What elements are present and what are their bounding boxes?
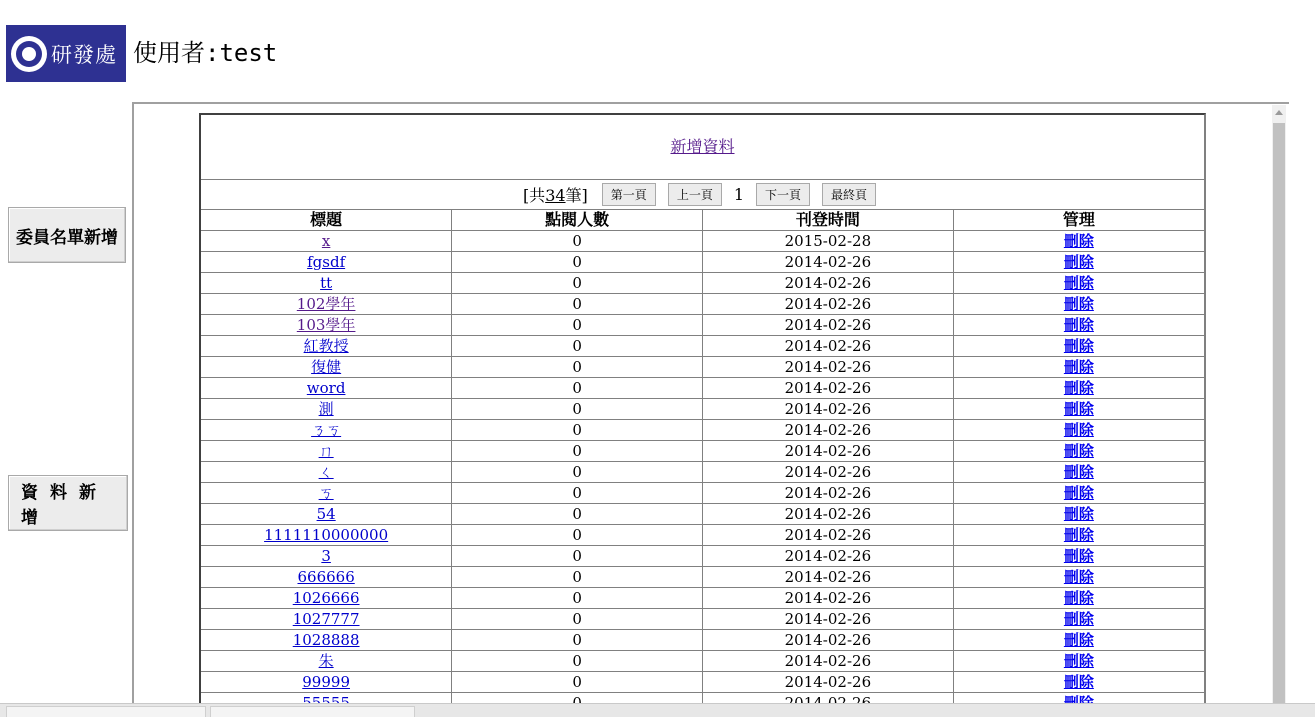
delete-link[interactable]: 刪除	[1063, 631, 1094, 649]
cell-date: 2014-02-26	[703, 462, 954, 483]
cell-manage	[953, 525, 1204, 546]
cell-title	[201, 630, 452, 651]
cell-views: 0	[452, 231, 703, 252]
title-link[interactable]: word	[306, 379, 346, 397]
cell-title	[201, 420, 452, 441]
cell-manage	[953, 504, 1204, 525]
first-page-button[interactable]: 第一頁	[602, 183, 656, 206]
cell-views: 0	[452, 651, 703, 672]
title-link[interactable]: 3	[321, 547, 331, 565]
cell-date: 2014-02-26	[703, 441, 954, 462]
cell-views: 0	[452, 462, 703, 483]
last-page-button[interactable]: 最終頁	[822, 183, 876, 206]
cell-date: 2014-02-26	[703, 588, 954, 609]
title-link[interactable]: ㄑ	[318, 463, 334, 481]
cell-views: 0	[452, 441, 703, 462]
cell-date: 2014-02-26	[703, 294, 954, 315]
content-frame	[132, 102, 1289, 716]
add-data-link[interactable]: 新增資料	[670, 137, 735, 156]
title-link[interactable]: 666666	[297, 568, 355, 586]
table-row	[201, 483, 1204, 504]
cell-title	[201, 462, 452, 483]
cell-views: 0	[452, 378, 703, 399]
cell-date: 2014-02-26	[703, 336, 954, 357]
cell-date: 2014-02-26	[703, 651, 954, 672]
delete-link[interactable]: 刪除	[1063, 505, 1094, 523]
table-row	[201, 588, 1204, 609]
cell-title	[201, 231, 452, 252]
table-row	[201, 273, 1204, 294]
delete-link[interactable]: 刪除	[1063, 610, 1094, 628]
column-header-views: 點閱人數	[452, 210, 703, 231]
scroll-thumb[interactable]	[1273, 123, 1285, 716]
cell-date: 2015-02-28	[703, 231, 954, 252]
table-header-row	[201, 210, 1204, 231]
content-box	[199, 113, 1206, 716]
logo	[6, 25, 126, 82]
delete-link[interactable]: 刪除	[1063, 484, 1094, 502]
cell-views: 0	[452, 273, 703, 294]
table-row	[201, 651, 1204, 672]
record-count	[523, 183, 588, 206]
delete-link[interactable]: 刪除	[1063, 442, 1094, 460]
cell-title	[201, 525, 452, 546]
cell-views: 0	[452, 525, 703, 546]
cell-title	[201, 294, 452, 315]
record-count-number: 34	[545, 186, 566, 205]
cell-views: 0	[452, 672, 703, 693]
cell-manage	[953, 546, 1204, 567]
title-link[interactable]: ㄎ	[318, 484, 334, 502]
cell-views: 0	[452, 630, 703, 651]
cell-views: 0	[452, 315, 703, 336]
delete-link[interactable]: 刪除	[1063, 526, 1094, 544]
bottom-bar	[0, 703, 1315, 717]
cell-date: 2014-02-26	[703, 546, 954, 567]
table-row	[201, 567, 1204, 588]
cell-views: 0	[452, 399, 703, 420]
cell-date: 2014-02-26	[703, 399, 954, 420]
title-link[interactable]: fgsdf	[307, 253, 346, 271]
title-link[interactable]: 紅教授	[303, 337, 349, 355]
cell-views: 0	[452, 546, 703, 567]
cell-views: 0	[452, 567, 703, 588]
cell-views: 0	[452, 357, 703, 378]
table-row	[201, 294, 1204, 315]
bottom-tab[interactable]	[210, 706, 415, 717]
cell-manage	[953, 252, 1204, 273]
cell-manage	[953, 273, 1204, 294]
column-header-manage: 管理	[953, 210, 1204, 231]
cell-date: 2014-02-26	[703, 630, 954, 651]
delete-link[interactable]: 刪除	[1063, 358, 1094, 376]
record-count-prefix: [共	[522, 186, 546, 205]
data-table	[201, 210, 1204, 714]
cell-date: 2014-02-26	[703, 609, 954, 630]
cell-title	[201, 672, 452, 693]
cell-views: 0	[452, 588, 703, 609]
current-page: 1	[733, 185, 745, 204]
cell-title	[201, 546, 452, 567]
emblem-icon	[11, 36, 47, 72]
table-row	[201, 462, 1204, 483]
title-link[interactable]: ㄋㄎ	[311, 421, 342, 439]
cell-title	[201, 651, 452, 672]
delete-link[interactable]: 刪除	[1063, 274, 1094, 292]
table-row	[201, 504, 1204, 525]
cell-views: 0	[452, 252, 703, 273]
cell-title	[201, 357, 452, 378]
scroll-up-arrow-icon[interactable]	[1275, 110, 1283, 115]
title-link[interactable]: x	[321, 232, 331, 250]
title-link[interactable]: 54	[316, 505, 336, 523]
delete-link[interactable]: 刪除	[1063, 421, 1094, 439]
cell-title	[201, 504, 452, 525]
title-link[interactable]: 復健	[311, 358, 342, 376]
next-page-button[interactable]: 下一頁	[756, 183, 810, 206]
table-row	[201, 357, 1204, 378]
delete-link[interactable]: 刪除	[1063, 589, 1094, 607]
title-link[interactable]: ㄇ	[318, 442, 334, 460]
pager	[201, 180, 1204, 210]
cell-date: 2014-02-26	[703, 252, 954, 273]
cell-date: 2014-02-26	[703, 315, 954, 336]
title-link[interactable]: 1026666	[292, 589, 360, 607]
delete-link[interactable]: 刪除	[1063, 379, 1094, 397]
cell-date: 2014-02-26	[703, 525, 954, 546]
cell-title	[201, 378, 452, 399]
cell-title	[201, 273, 452, 294]
cell-date: 2014-02-26	[703, 273, 954, 294]
cell-manage	[953, 231, 1204, 252]
cell-manage	[953, 483, 1204, 504]
cell-views: 0	[452, 294, 703, 315]
cell-date: 2014-02-26	[703, 420, 954, 441]
title-link[interactable]: 102學年	[296, 295, 356, 313]
cell-manage	[953, 420, 1204, 441]
cell-manage	[953, 609, 1204, 630]
cell-date: 2014-02-26	[703, 567, 954, 588]
table-row	[201, 399, 1204, 420]
record-count-suffix: 筆]	[565, 186, 588, 205]
table-row	[201, 630, 1204, 651]
cell-manage	[953, 399, 1204, 420]
table-row	[201, 546, 1204, 567]
title-link[interactable]: 朱	[318, 652, 334, 670]
user-label: 使用者:test	[133, 39, 278, 67]
delete-link[interactable]: 刪除	[1063, 673, 1094, 691]
cell-manage	[953, 315, 1204, 336]
delete-link[interactable]: 刪除	[1063, 568, 1094, 586]
title-link[interactable]: tt	[320, 274, 333, 292]
table-body	[201, 231, 1204, 714]
cell-manage	[953, 630, 1204, 651]
title-row	[201, 115, 1204, 180]
cell-manage	[953, 588, 1204, 609]
delete-link[interactable]: 刪除	[1063, 400, 1094, 418]
table-row	[201, 609, 1204, 630]
table-row	[201, 378, 1204, 399]
cell-title	[201, 441, 452, 462]
cell-manage	[953, 336, 1204, 357]
data-add-button[interactable]: 資料新增	[8, 475, 128, 531]
delete-link[interactable]: 刪除	[1063, 316, 1094, 334]
cell-title	[201, 609, 452, 630]
column-header-title: 標題	[201, 210, 452, 231]
prev-page-button[interactable]: 上一頁	[668, 183, 722, 206]
cell-manage	[953, 294, 1204, 315]
title-link[interactable]: 1111110000000	[264, 526, 389, 544]
delete-link[interactable]: 刪除	[1063, 232, 1094, 250]
cell-manage	[953, 567, 1204, 588]
delete-link[interactable]: 刪除	[1063, 253, 1094, 271]
cell-title	[201, 483, 452, 504]
column-header-date: 刊登時間	[703, 210, 954, 231]
cell-date: 2014-02-26	[703, 357, 954, 378]
cell-title	[201, 399, 452, 420]
table-row	[201, 231, 1204, 252]
cell-views: 0	[452, 336, 703, 357]
delete-link[interactable]: 刪除	[1063, 652, 1094, 670]
title-link[interactable]: 1027777	[292, 610, 360, 628]
delete-link[interactable]: 刪除	[1063, 295, 1094, 313]
table-row	[201, 672, 1204, 693]
cell-title	[201, 336, 452, 357]
cell-title	[201, 588, 452, 609]
delete-link[interactable]: 刪除	[1063, 547, 1094, 565]
cell-manage	[953, 462, 1204, 483]
cell-date: 2014-02-26	[703, 483, 954, 504]
committee-add-button[interactable]: 委員名單新增	[8, 207, 126, 263]
cell-manage	[953, 378, 1204, 399]
table-row	[201, 336, 1204, 357]
vertical-scrollbar[interactable]	[1272, 105, 1286, 716]
table-row	[201, 420, 1204, 441]
title-link[interactable]: 1028888	[292, 631, 360, 649]
cell-views: 0	[452, 609, 703, 630]
delete-link[interactable]: 刪除	[1063, 463, 1094, 481]
table-row	[201, 252, 1204, 273]
cell-manage	[953, 441, 1204, 462]
cell-date: 2014-02-26	[703, 504, 954, 525]
table-row	[201, 441, 1204, 462]
cell-date: 2014-02-26	[703, 672, 954, 693]
delete-link[interactable]: 刪除	[1063, 337, 1094, 355]
cell-title	[201, 567, 452, 588]
title-link[interactable]: 測	[318, 400, 334, 418]
bottom-tab[interactable]	[6, 706, 206, 717]
table-row	[201, 525, 1204, 546]
title-link[interactable]: 103學年	[296, 316, 356, 334]
cell-date: 2014-02-26	[703, 378, 954, 399]
cell-manage	[953, 672, 1204, 693]
cell-views: 0	[452, 420, 703, 441]
cell-manage	[953, 357, 1204, 378]
cell-views: 0	[452, 483, 703, 504]
cell-title	[201, 315, 452, 336]
cell-views: 0	[452, 504, 703, 525]
table-row	[201, 315, 1204, 336]
cell-title	[201, 252, 452, 273]
cell-manage	[953, 651, 1204, 672]
title-link[interactable]: 99999	[302, 673, 350, 691]
logo-text: 研發處	[51, 42, 117, 67]
